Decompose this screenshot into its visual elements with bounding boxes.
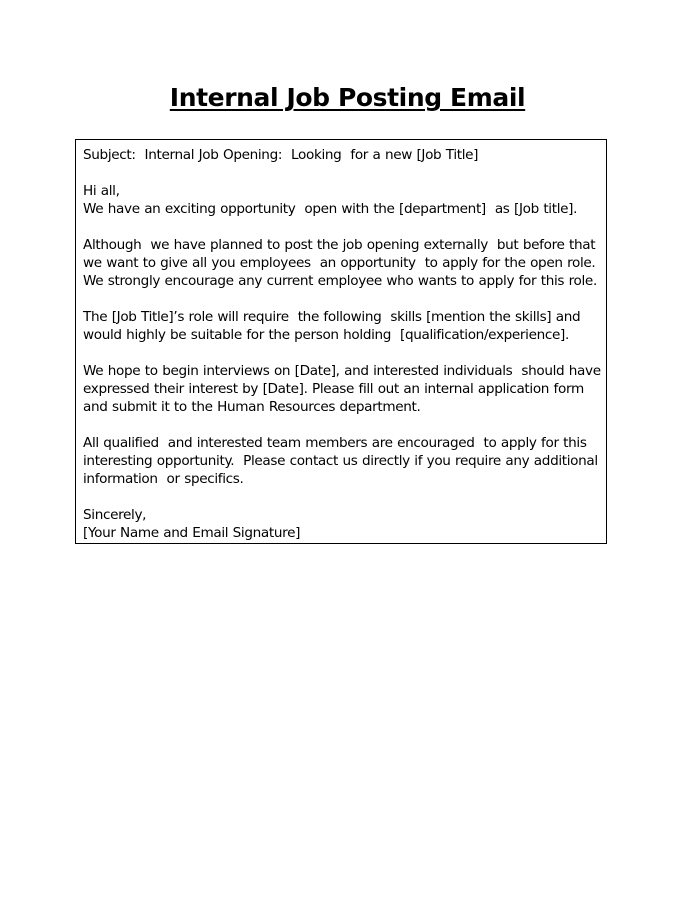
paragraph-line: We strongly encourage any current employee who wants to apply for this role. [83,273,597,289]
paragraph-line: interesting opportunity. Please contact us directly if you require any additional [83,453,598,469]
page-title: Internal Job Posting Email [169,83,526,112]
spacer [83,488,600,506]
paragraph-line: information or specifics. [83,471,244,487]
paragraph-line: expressed their interest by [Date]. Please fill out an internal application form [83,381,584,397]
paragraph-line: we want to give all you employees an opportunity to apply for the open role. [83,255,596,271]
email-signature: [Your Name and Email Signature] [83,525,301,541]
email-template-box [75,139,607,544]
paragraph-interviews [83,362,600,416]
spacer [83,416,600,434]
spacer [83,290,600,308]
paragraph-line: The [Job Title]’s role will require the following skills [mention the skills] and [83,309,581,325]
email-subject: Subject: Internal Job Opening: Looking for a new [Job Title] [83,147,479,163]
paragraph-line: would highly be suitable for the person holding [qualification/experience]. [83,327,569,343]
paragraph-line: We hope to begin interviews on [Date], and interested individuals should have [83,363,601,379]
paragraph-external-posting [83,236,600,290]
paragraph-line: Although we have planned to post the job opening externally but before that [83,237,596,253]
spacer [83,164,600,182]
spacer [83,218,600,236]
paragraph-line: and submit it to the Human Resources department. [83,399,421,415]
paragraph-encouragement [83,434,600,488]
email-closing: Sincerely, [83,507,147,523]
email-greeting: Hi all, [83,183,120,199]
paragraph-line: All qualified and interested team members are encouraged to apply for this [83,435,587,451]
paragraph-skills [83,308,600,344]
spacer [83,344,600,362]
email-intro: We have an exciting opportunity open with the [department] as [Job title]. [83,201,578,217]
